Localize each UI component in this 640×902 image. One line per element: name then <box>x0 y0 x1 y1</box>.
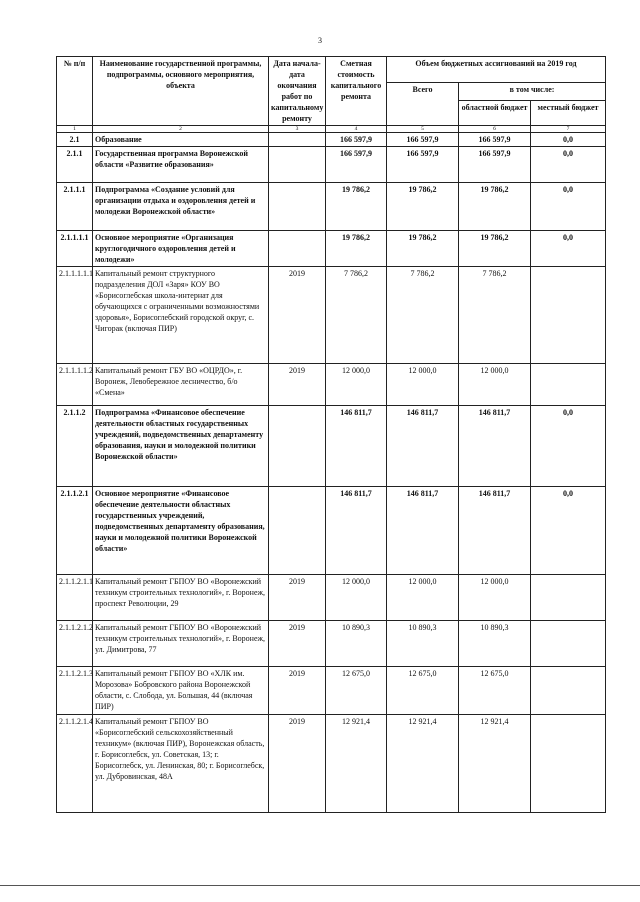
table-row <box>57 267 606 364</box>
column-index: 5 <box>387 126 459 133</box>
table-row <box>57 133 606 147</box>
table-row <box>57 487 606 575</box>
row-dates: 2019 <box>269 267 326 364</box>
row-code: 2.1.1.2.1.4 <box>57 715 93 813</box>
row-local <box>531 715 606 813</box>
column-index: 1 <box>57 126 93 133</box>
page-number: 3 <box>318 36 322 45</box>
table-row <box>57 183 606 231</box>
header-local: местный бюджет <box>531 101 606 126</box>
row-regional: 12 675,0 <box>459 667 531 715</box>
row-local: 0,0 <box>531 133 606 147</box>
column-index: 4 <box>326 126 387 133</box>
row-dates <box>269 406 326 487</box>
header-dates: Дата начала-дата окончания работ по капитальному ремонту <box>269 57 326 126</box>
row-name: Основное мероприятие «Организация круглогодичного оздоровления детей и молодежи» <box>93 231 269 267</box>
header-name: Наименование государственной программы, подпрограммы, основного мероприятия, объекта <box>93 57 269 126</box>
row-cost: 10 890,3 <box>326 621 387 667</box>
column-index: 3 <box>269 126 326 133</box>
row-cost: 166 597,9 <box>326 133 387 147</box>
row-dates <box>269 487 326 575</box>
row-cost: 146 811,7 <box>326 406 387 487</box>
row-regional: 146 811,7 <box>459 406 531 487</box>
row-code: 2.1.1.1.1.1 <box>57 267 93 364</box>
table-row <box>57 364 606 406</box>
row-code: 2.1.1.1 <box>57 183 93 231</box>
row-total: 12 675,0 <box>387 667 459 715</box>
row-code: 2.1.1.2.1.1 <box>57 575 93 621</box>
row-local <box>531 621 606 667</box>
row-dates: 2019 <box>269 364 326 406</box>
column-index: 2 <box>93 126 269 133</box>
row-local: 0,0 <box>531 147 606 183</box>
row-total: 7 786,2 <box>387 267 459 364</box>
table-body <box>57 133 606 813</box>
row-local: 0,0 <box>531 406 606 487</box>
table-header <box>57 57 606 133</box>
row-cost: 146 811,7 <box>326 487 387 575</box>
row-total: 19 786,2 <box>387 183 459 231</box>
row-regional: 10 890,3 <box>459 621 531 667</box>
row-local <box>531 667 606 715</box>
row-name: Капитальный ремонт ГБПОУ ВО «Воронежский техникум строительных технологий», г. Воронеж, проспект Революции, 29 <box>93 575 269 621</box>
row-code: 2.1 <box>57 133 93 147</box>
row-local: 0,0 <box>531 231 606 267</box>
table-row <box>57 406 606 487</box>
row-regional: 12 000,0 <box>459 575 531 621</box>
row-dates <box>269 133 326 147</box>
row-name: Государственная программа Воронежской области «Развитие образования» <box>93 147 269 183</box>
table-row <box>57 621 606 667</box>
row-name: Подпрограмма «Финансовое обеспечение деятельности областных государственных учреждений, подведомственных департаменту образования, науки и молодежной политики Воронежской области» <box>93 406 269 487</box>
row-code: 2.1.1.2.1 <box>57 487 93 575</box>
row-cost: 12 000,0 <box>326 575 387 621</box>
table-row <box>57 667 606 715</box>
row-total: 12 000,0 <box>387 575 459 621</box>
row-regional: 166 597,9 <box>459 133 531 147</box>
row-name: Капитальный ремонт ГБПОУ ВО «Борисоглебский сельскохозяйственный техникум» (включая ПИР), Воронежская область, г. Борисоглебск, ул. Советская, 13; г. Борисоглебск, ул. Ленинская, 80; г. Борисоглебск, ул. Дубровинская, 48А <box>93 715 269 813</box>
row-dates <box>269 231 326 267</box>
row-cost: 166 597,9 <box>326 147 387 183</box>
row-local: 0,0 <box>531 183 606 231</box>
row-total: 12 000,0 <box>387 364 459 406</box>
row-total: 10 890,3 <box>387 621 459 667</box>
row-regional: 12 921,4 <box>459 715 531 813</box>
row-code: 2.1.1.2.1.3 <box>57 667 93 715</box>
row-code: 2.1.1.2.1.2 <box>57 621 93 667</box>
row-dates: 2019 <box>269 715 326 813</box>
row-local <box>531 267 606 364</box>
header-including: в том числе: <box>459 83 606 101</box>
page-bottom-rule <box>0 885 640 886</box>
row-name: Капитальный ремонт ГБУ ВО «ОЦРДО», г. Воронеж, Левобережное лесничество, б/о «Смена» <box>93 364 269 406</box>
header-cost: Сметная стоимость капитального ремонта <box>326 57 387 126</box>
row-name: Основное мероприятие «Финансовое обеспечение деятельности областных государственных учреждений, подведомственных департаменту образования, науки и молодежной политики Воронежской области» <box>93 487 269 575</box>
row-local: 0,0 <box>531 487 606 575</box>
row-name: Капитальный ремонт ГБПОУ ВО «Воронежский техникум строительных технологий», г. Воронеж, ул. Димитрова, 77 <box>93 621 269 667</box>
table-row <box>57 715 606 813</box>
row-dates <box>269 183 326 231</box>
row-cost: 12 675,0 <box>326 667 387 715</box>
row-code: 2.1.1 <box>57 147 93 183</box>
row-code: 2.1.1.1.1.2 <box>57 364 93 406</box>
row-total: 166 597,9 <box>387 147 459 183</box>
row-cost: 12 921,4 <box>326 715 387 813</box>
row-name: Капитальный ремонт ГБПОУ ВО «ХЛК им. Морозова» Бобровского района Воронежской области, с. Слобода, ул. Большая, 44 (включая ПИР) <box>93 667 269 715</box>
header-num: № п/п <box>57 57 93 126</box>
row-code: 2.1.1.2 <box>57 406 93 487</box>
row-local <box>531 575 606 621</box>
header-total: Всего <box>387 83 459 126</box>
row-total: 166 597,9 <box>387 133 459 147</box>
row-cost: 7 786,2 <box>326 267 387 364</box>
header-budget: Объем бюджетных ассигнований на 2019 год <box>387 57 606 83</box>
row-cost: 19 786,2 <box>326 231 387 267</box>
row-regional: 166 597,9 <box>459 147 531 183</box>
row-regional: 19 786,2 <box>459 231 531 267</box>
row-regional: 7 786,2 <box>459 267 531 364</box>
header-regional: областной бюджет <box>459 101 531 126</box>
table-row <box>57 147 606 183</box>
row-dates: 2019 <box>269 621 326 667</box>
column-index: 6 <box>459 126 531 133</box>
row-regional: 12 000,0 <box>459 364 531 406</box>
row-total: 146 811,7 <box>387 406 459 487</box>
row-regional: 146 811,7 <box>459 487 531 575</box>
row-code: 2.1.1.1.1 <box>57 231 93 267</box>
row-dates: 2019 <box>269 667 326 715</box>
row-dates: 2019 <box>269 575 326 621</box>
row-total: 12 921,4 <box>387 715 459 813</box>
table-row <box>57 575 606 621</box>
row-total: 146 811,7 <box>387 487 459 575</box>
budget-table <box>56 56 606 813</box>
row-cost: 12 000,0 <box>326 364 387 406</box>
row-name: Подпрограмма «Создание условий для организации отдыха и оздоровления детей и молодежи Воронежской области» <box>93 183 269 231</box>
row-local <box>531 364 606 406</box>
row-total: 19 786,2 <box>387 231 459 267</box>
column-index-row <box>57 126 606 133</box>
row-dates <box>269 147 326 183</box>
row-cost: 19 786,2 <box>326 183 387 231</box>
table-row <box>57 231 606 267</box>
column-index: 7 <box>531 126 606 133</box>
row-name: Образование <box>93 133 269 147</box>
row-name: Капитальный ремонт структурного подразделения ДОЛ «Заря» КОУ ВО «Борисоглебская школа-интернат для обучающихся с ограниченными возможностями здоровья», Борисоглебский городской округ, с. Чигорак (включая ПИР) <box>93 267 269 364</box>
row-regional: 19 786,2 <box>459 183 531 231</box>
